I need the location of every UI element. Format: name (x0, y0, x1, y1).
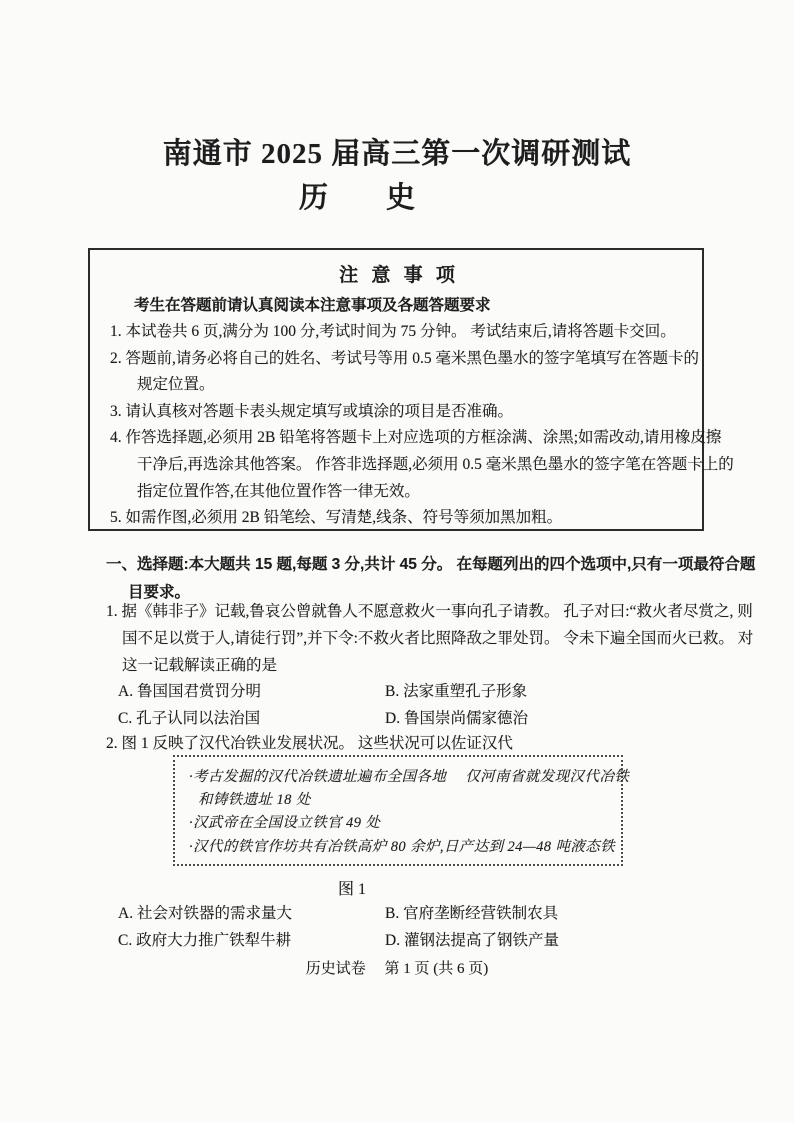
question-2-option-b: B. 官府垄断经营铁制农具 (385, 905, 559, 922)
notice-item-5-line-1: 5. 如需作图,必须用 2B 铅笔绘、写清楚,线条、符号等须加黑加粗。 (110, 509, 563, 527)
notice-item-1-line-1: 1. 本试卷共 6 页,满分为 100 分,考试时间为 75 分钟。 考试结束后,请将答题卡交回。 (110, 323, 676, 340)
notice-box (88, 248, 734, 531)
question-1-option-a: A. 鲁国国君赏罚分明 (118, 683, 261, 700)
section-heading-line-1: 一、选择题:本大题共 15 题,每题 3 分,共计 45 分。 在每题列出的四个选项中,只有一项最符合题 (106, 556, 756, 573)
question-2-options (118, 901, 698, 955)
notice-item-4-line-2: 干净后,再选涂其他答案。 作答非选择题,必须用 0.5 毫米黑色墨水的签字笔在答题卡上的 (137, 455, 734, 473)
page-footer: 历史试卷 第 1 页 (共 6 页) (305, 961, 489, 977)
question-1-option-c: C. 孔子认同以法治国 (118, 710, 261, 727)
question-1-options (118, 679, 698, 733)
question-1-line-2: 国不足以赏于人,请徒行罚”,并下令:不救火者比照降敌之罪处罚。 令未下遍全国而火已救。 对 (122, 630, 754, 647)
subject-title: 历 史 (298, 182, 415, 214)
question-1-line-1: 1. 据《韩非子》记载,鲁哀公曾就鲁人不愿意救火一事向孔子请教。 孔子对曰:“救火者尽赏之, 则 (106, 603, 753, 620)
question-1-option-b: B. 法家重塑孔子形象 (385, 683, 528, 700)
figure-1-bullet-1-line-1: ·考古发掘的汉代冶铁遗址遍布全国各地 仅河南省就发现汉代冶铁 (189, 769, 630, 785)
figure-1-bullet-2: ·汉武帝在全国设立铁官 49 处 (189, 815, 381, 832)
notice-item-4-line-1: 4. 作答选择题,必须用 2B 铅笔将答题卡上对应选项的方框涂满、涂黑;如需改动,请用橡皮擦 (110, 429, 722, 447)
question-1-options-row-2 (118, 706, 698, 733)
question-1 (106, 598, 753, 679)
notice-item-2-line-1: 2. 答题前,请务必将自己的姓名、考试号等用 0.5 毫米黑色墨水的签字笔填写在答题卡的 (110, 349, 700, 367)
question-1-options-row-1 (118, 679, 698, 706)
question-1-option-d: D. 鲁国崇尚儒家德治 (385, 710, 528, 727)
notice-preamble: 考生在答题前请认真阅读本注意事项及各题答题要求 (134, 297, 491, 314)
figure-1-caption: 图 1 (337, 881, 366, 898)
question-2-option-a: A. 社会对铁器的需求量大 (118, 905, 292, 922)
question-2-options-row-2 (118, 928, 698, 955)
question-2-option-d: D. 灌钢法提高了钢铁产量 (385, 932, 559, 949)
notice-item-4-line-3: 指定位置作答,在其他位置作答一律无效。 (137, 482, 420, 500)
figure-1-bullet-1-line-2: 和铸铁遗址 18 处 (198, 792, 311, 809)
notice-item-3-line-1: 3. 请认真核对答题卡表头规定填写或填涂的项目是否准确。 (110, 402, 514, 420)
figure-1-box (173, 755, 630, 866)
notice-heading: 注 意 事 项 (339, 265, 459, 286)
section-heading-line-2: 目要求。 (128, 584, 191, 601)
notice-item-2-line-2: 规定位置。 (137, 376, 215, 394)
figure-1-bullet-3: ·汉代的铁官作坊共有冶铁高炉 80 余炉,日产达到 24—48 吨液态铁 (189, 838, 616, 855)
question-2-options-row-1 (118, 901, 698, 928)
exam-title: 南通市 2025 届高三第一次调研测试 (162, 138, 632, 170)
question-2-option-c: C. 政府大力推广铁犁牛耕 (118, 932, 292, 949)
question-1-line-3: 这一记载解读正确的是 (122, 657, 278, 674)
question-2-stem: 2. 图 1 反映了汉代冶铁业发展状况。 这些状况可以佐证汉代 (106, 735, 513, 752)
